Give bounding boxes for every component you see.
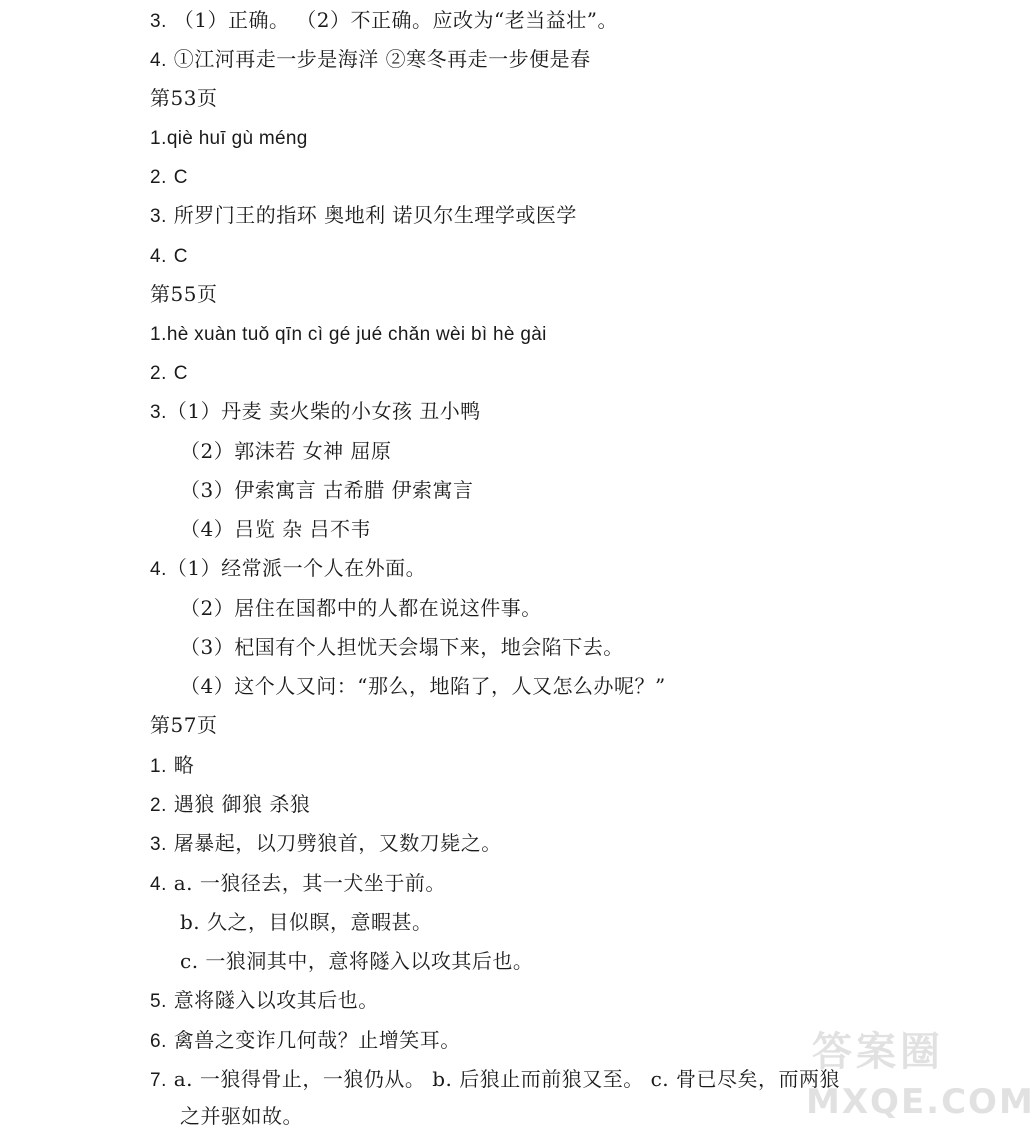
answer-line xyxy=(150,549,426,588)
item-number: 2. xyxy=(150,167,167,188)
answer-text: 禽兽之变诈几何哉？止增笑耳。 xyxy=(173,1028,461,1052)
answer-line xyxy=(150,785,310,824)
item-number: 4. xyxy=(150,246,167,267)
item-number: 7. xyxy=(150,1070,167,1091)
pinyin-text: qiè huī gù méng xyxy=(166,128,308,149)
answer-line xyxy=(150,392,481,431)
answer-text: 所罗门王的指环 奥地利 诺贝尔生理学或医学 xyxy=(173,203,577,227)
answer-line xyxy=(150,746,194,785)
watermark-url-text: MXQE.COM xyxy=(806,1082,1035,1122)
item-number: 3. xyxy=(150,834,167,855)
answer-line xyxy=(150,981,379,1020)
answer-text: b. 久之，目似瞑，意暇甚。 xyxy=(180,910,433,934)
answer-text: a. 一狼得骨止，一狼仍从。 b. 后狼止而前狼又至。 c. 骨已尽矣，而两狼 xyxy=(173,1067,841,1091)
answer-text: （4）吕览 杂 吕不韦 xyxy=(180,517,371,541)
answer-line xyxy=(150,118,308,157)
answer-text: （4）这个人又问：“那么，地陷了，人又怎么办呢？” xyxy=(180,674,666,698)
answer-text: （3）伊索寓言 古希腊 伊索寓言 xyxy=(180,478,474,502)
pinyin-text: hè xuàn tuǒ qīn cì gé jué chǎn wèi bì hè gài xyxy=(166,324,547,345)
item-number: 4. xyxy=(150,874,167,895)
answer-line xyxy=(150,314,547,353)
page-heading xyxy=(150,275,217,314)
answer-text: ①江河再走一步是海洋 ②寒冬再走一步便是春 xyxy=(173,47,591,71)
item-number: 3. xyxy=(150,402,167,423)
answer-text: （1）丹麦 卖火柴的小女孩 丑小鸭 xyxy=(166,399,481,423)
item-number: 6. xyxy=(150,1031,167,1052)
item-number: 1. xyxy=(150,756,167,777)
answer-text: 遇狼 御狼 杀狼 xyxy=(173,792,311,816)
answer-line xyxy=(150,236,188,275)
answer-text: （1）经常派一个人在外面。 xyxy=(166,556,427,580)
answer-text: 意将隧入以攻其后也。 xyxy=(173,988,379,1012)
item-number: 2. xyxy=(150,363,167,384)
answer-text: （3）杞国有个人担忧天会塌下来，地会陷下去。 xyxy=(180,635,624,659)
heading-text: 第57页 xyxy=(150,713,218,737)
answer-subline xyxy=(180,510,371,549)
answer-text: 略 xyxy=(173,753,195,777)
answer-text: c. 一狼洞其中，意将隧入以攻其后也。 xyxy=(180,949,534,973)
answer-subline xyxy=(180,903,433,942)
answer-subline xyxy=(180,667,666,706)
answer-line xyxy=(150,1060,840,1099)
page-heading xyxy=(150,706,217,745)
answer-text: a. 一狼径去，其一犬坐于前。 xyxy=(173,871,446,895)
item-number: 4. xyxy=(150,559,167,580)
answer-text: C xyxy=(173,167,188,188)
answer-subline xyxy=(180,942,533,981)
answer-text: C xyxy=(173,363,188,384)
answer-line xyxy=(150,824,502,863)
answer-text: （2）居住在国都中的人都在说这件事。 xyxy=(180,596,542,620)
answer-subline xyxy=(180,432,391,471)
answer-subline xyxy=(180,628,624,667)
heading-text: 第55页 xyxy=(150,282,218,306)
heading-text: 第53页 xyxy=(150,86,218,110)
answer-line xyxy=(150,1,618,40)
answer-line xyxy=(150,40,591,79)
answer-line xyxy=(150,1021,461,1060)
item-number: 2. xyxy=(150,795,167,816)
answer-text: 屠暴起，以刀劈狼首，又数刀毙之。 xyxy=(173,831,502,855)
answer-line xyxy=(150,864,446,903)
item-number: 3. xyxy=(150,206,167,227)
item-number: 3. xyxy=(150,11,167,32)
answer-line xyxy=(150,353,188,392)
answer-text: （1）正确。 （2）不正确。应改为“老当益壮”。 xyxy=(173,8,618,32)
answer-subline xyxy=(180,471,473,510)
item-number: 1. xyxy=(150,128,167,149)
answer-subline xyxy=(180,589,542,628)
answer-line xyxy=(150,196,577,235)
answer-line xyxy=(150,157,188,196)
watermark-logo-text: 答案圈 xyxy=(812,1029,944,1075)
item-number: 5. xyxy=(150,991,167,1012)
answer-subline xyxy=(180,1097,303,1136)
answer-text: 之并驱如故。 xyxy=(180,1104,303,1128)
item-number: 1. xyxy=(150,324,167,345)
answer-text: C xyxy=(173,246,188,267)
answer-text: （2）郭沫若 女神 屈原 xyxy=(180,439,392,463)
page-heading xyxy=(150,79,217,118)
item-number: 4. xyxy=(150,50,167,71)
